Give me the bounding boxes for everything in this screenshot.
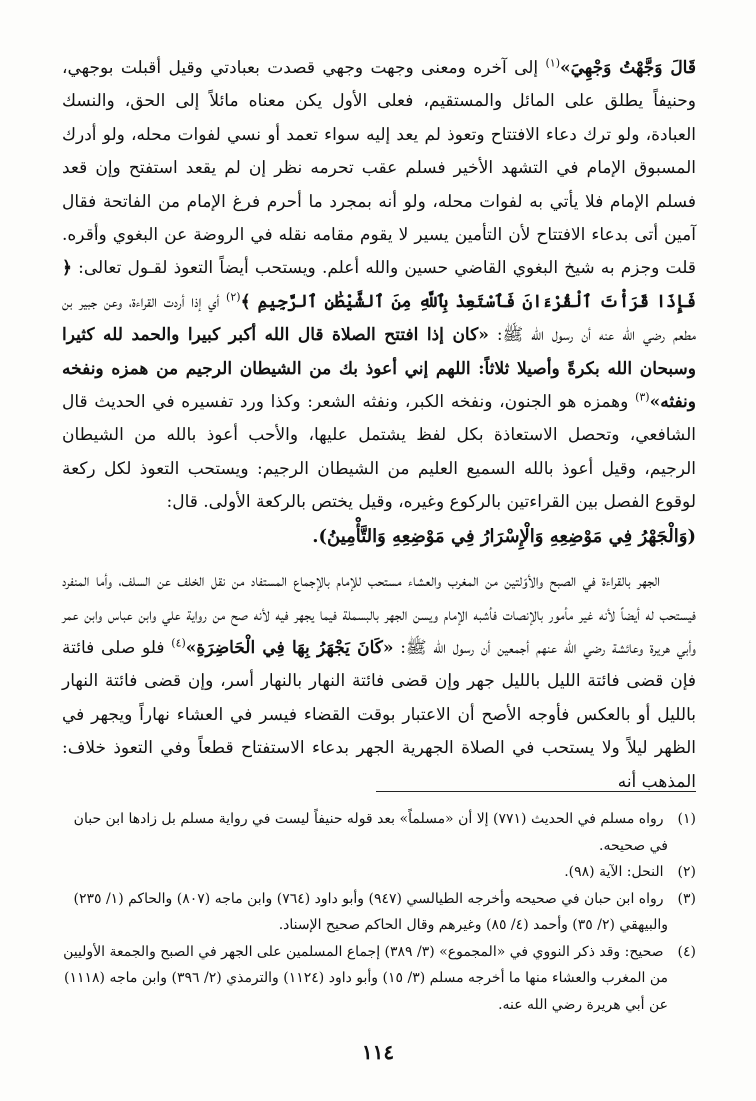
page-number: ١١٤ <box>361 1040 395 1064</box>
footnote-4 <box>62 939 696 1019</box>
footnote-3 <box>62 886 696 939</box>
footnote-text: صحيح: وقد ذكر النووي في «المجموع» (٣/ ٣٨٩) إجماع المسلمين على الجهر في الصبح والجمعة الأوليين من المغرب والعشاء منها ما أخرجه مسلم (٣/ ١٥) وأبو داود (١١٢٤) والترمذي (٢/ ٣٩٦) وابن ماجه (١١١٨) عن أبي هريرة رضي الله عنه. <box>63 943 668 1013</box>
footnote-text: رواه ابن حبان في صحيحه وأخرجه الطيالسي (٩٤٧) وأبو داود (٧٦٤) وابن ماجه (٨٠٧) والحاكم (١/ ٢٣٥) والبيهقي (٢/ ٣٥) وأحمد (٤/ ٨٥) وغيرهم وقال الحاكم صحيح الإسناد. <box>73 890 668 933</box>
quran-quote: قَالَ وَجَّهْتُ وَجْهِيَ» <box>560 58 696 78</box>
quran-verse: ﴿ فَإِذَا قَرَأْتَ ٱلْقُرْءَانَ فَٱسْتَعِذْ بِٱللَّهِ مِنَ ٱلشَّيْطَٰنِ ٱلرَّجِيمِ ﴾ <box>62 258 696 312</box>
hadith-quote: «كان إذا افتتح الصلاة قال الله أكبر كبيرا والحمد لله كثيرا وسبحان الله بكرةً وأصيلا ثلاثاً: اللهم إني أعوذ بك من الشيطان الرجيم من همزه ونفخه ونفثه» <box>62 325 696 413</box>
paragraph-1 <box>62 52 696 520</box>
paragraph-2 <box>62 565 696 799</box>
footnote-text: رواه مسلم في الحديث (٧٧١) إلا أن «مسلماً» بعد قوله حنيفاً ليست في رواية مسلم بل زادها ابن حبان في صحيحه. <box>73 811 668 854</box>
footnote-divider <box>376 791 696 792</box>
text-segment: أي إذا أردت القراءة، وعن جبير بن مطعم رضي الله عنه أن رسول الله ﷺ: <box>62 291 696 346</box>
footnote-ref-3[interactable]: (٣) <box>635 390 650 404</box>
text-segment: إلى آخره ومعنى وجهت وجهي قصدت بعبادتي وقيل أقبلت بوجهي، وحنيفاً يطلق على المائل والمستقيم، فعلى الأول يكن معناه مائلاً إلى الحق، والنسك العبادة، ولو ترك دعاء الافتتاح وتعوذ لم يعد إليه سواء تعمد أو نسي لفوات محله، ولو أدرك المسبوق الإمام في التشهد الأخير فسلم عقب تحرمه نظر إن لم يقعد استفتح وإن قعد فسلم الإمام فلا يأتي به لفوات محله، ولو أنه بمجرد ما أحرم فرغ الإمام من الفاتحة فقال آمين أتى بدعاء الافتتاح لأن التأمين يسير لا يقوم مقامه نقله في الروضة عن البغوي وأقره. قلت وجزم به شيخ البغوي القاضي حسين والله أعلم. ويستحب أيضاً التعوذ لقـول تعالى: <box>62 58 696 279</box>
text-segment: الجهر بالقراءة في الصبح والأوّلتين من المغرب والعشاء مستحب للإمام بالإجماع المستفاد من نقل الخلف عن السلف، وأما المنفرد فيستحب له أيضاً لأنه غير مأمور بالإنصات فأشبه الإمام ويسن الجهر بالبسملة فيما يجهر فيه لأنه صح من رواية علي وابن عباس وابن عمر وأبي هريرة وعائشة رضي الله عنهم أجمعين أن رسول الله ﷺ: <box>62 571 696 658</box>
hadith-quote: «كَانَ يَجْهَرُ بِهَا فِي الْحَاضِرَةِ» <box>185 637 394 658</box>
footnote-ref-2[interactable]: (٢) <box>226 290 241 304</box>
footnote-2 <box>62 859 696 886</box>
text-segment: وهمزه هو الجنون، ونفخه الكبر، ونفثه الشعر: وكذا ورد تفسيره في الحديث قال الشافعي، وتحصل الاستعاذة بكل لفظ يشتمل عليها، والأحب أعوذ بالله من الشيطان الرجيم، وقيل أعوذ بالله السميع العليم من الشيطان الرجيم: ويستحب التعوذ لكل ركعة لوقوع الفصل بين القراءتين بالركوع وغيره، وقيل يختص بالركعة الأولى. قال: <box>62 392 696 513</box>
footnote-number: (١) <box>677 811 696 827</box>
footnote-number: (٤) <box>677 943 696 960</box>
matn-line: (وَالْجَهْرُ فِي مَوْضِعِهِ وَالْإِسْرَارُ فِي مَوْضِعِهِ وَالتَّأْمِينُ). <box>312 525 696 547</box>
footnote-ref-1[interactable]: (١) <box>545 56 561 70</box>
footnote-1 <box>62 806 696 859</box>
text-segment: فلو صلى فائتة فإن قضى فائتة الليل بالليل جهر وإن قضى فائتة النهار بالنهار أسر، وإن قضى فائتة النهار بالليل أو بالعكس فأوجه الأصح أن الاعتبار بوقت القضاء فيسر في العشاء نهاراً ويجهر في الظهر ليلاً ولا يستحب في الصلاة الجهرية الجهر بدعاء الاستفتاح قطعاً وفي التعوذ خلاف: المذهب أنه <box>62 637 696 792</box>
footnote-number: (٢) <box>677 864 696 880</box>
main-text <box>62 52 696 799</box>
footnotes <box>62 806 696 1018</box>
footnote-number: (٣) <box>677 890 696 907</box>
footnote-ref-4[interactable]: (٤) <box>171 636 186 650</box>
footnote-text: النحل: الآية (٩٨). <box>564 864 664 880</box>
